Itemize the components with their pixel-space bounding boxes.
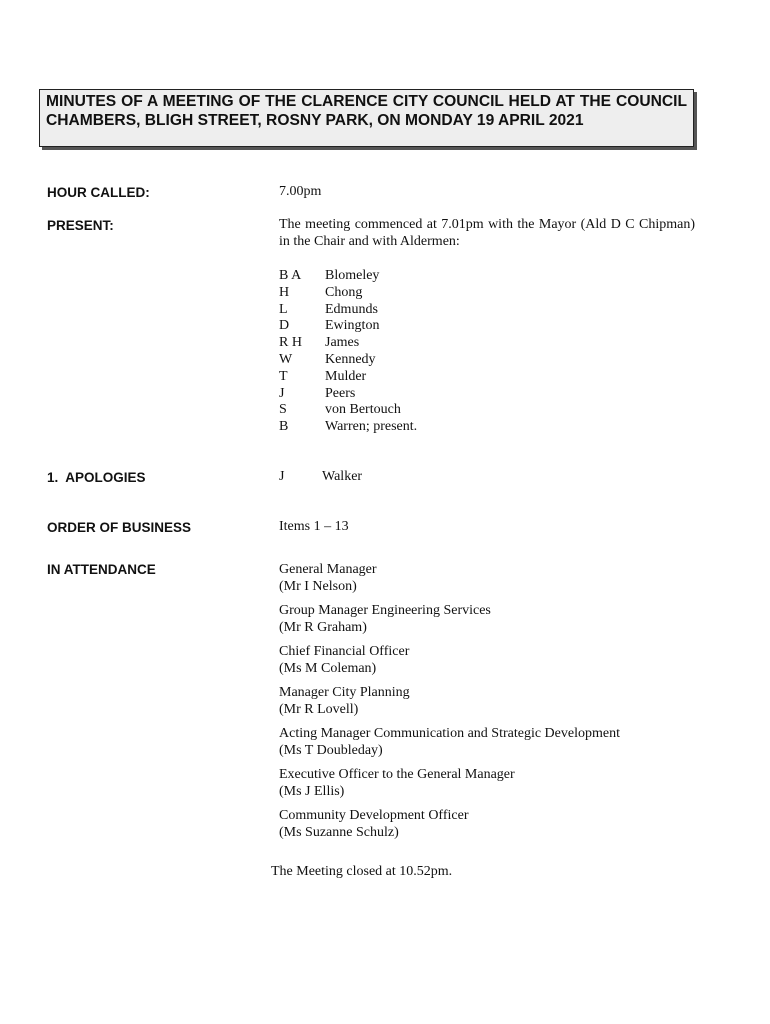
alderman-name: James (325, 335, 360, 351)
attendee (279, 766, 699, 800)
hour-called-value: 7.00pm (279, 184, 322, 199)
in-attendance-label: IN ATTENDANCE (47, 562, 156, 577)
alderman-row (279, 285, 417, 302)
apologies-entry (279, 469, 362, 485)
alderman-initials: W (279, 351, 293, 367)
alderman-name: Ewington (325, 318, 380, 334)
attendee (279, 725, 699, 759)
alderman-initials: J (279, 385, 285, 401)
attendee-person: (Ms Suzanne Schulz) (279, 825, 399, 840)
attendance-list (279, 561, 699, 848)
alderman-initials: L (279, 301, 288, 317)
alderman-name: von Bertouch (325, 402, 401, 418)
attendee-role: Chief Financial Officer (279, 644, 410, 659)
alderman-row (279, 268, 417, 285)
attendee-person: (Ms J Ellis) (279, 784, 345, 799)
closing-statement: The Meeting closed at 10.52pm. (271, 864, 453, 879)
attendee-role: Manager City Planning (279, 685, 410, 700)
apologies-label: 1. APOLOGIES (47, 470, 146, 485)
apology-name: Walker (322, 469, 363, 484)
alderman-row (279, 386, 417, 403)
alderman-row (279, 352, 417, 369)
apology-initials: J (279, 469, 285, 484)
hour-called-label: HOUR CALLED: (47, 185, 150, 200)
alderman-name: Kennedy (325, 351, 376, 367)
alderman-name: Chong (325, 284, 363, 300)
alderman-row (279, 335, 417, 352)
alderman-row (279, 318, 417, 335)
alderman-row (279, 369, 417, 386)
alderman-initials: B A (279, 268, 302, 283)
attendee-role: General Manager (279, 562, 377, 577)
alderman-name: Blomeley (325, 268, 380, 283)
order-of-business-value: Items 1 – 13 (279, 519, 349, 534)
present-text: The meeting commenced at 7.01pm with the Mayor (Ald D C Chipman) in the Chair and with Aldermen: (279, 217, 695, 249)
alderman-initials: R H (279, 335, 302, 351)
attendee-person: (Mr R Graham) (279, 620, 367, 635)
attendee-person: (Mr R Lovell) (279, 702, 359, 717)
attendee (279, 807, 699, 841)
attendee (279, 684, 699, 718)
aldermen-list (279, 268, 417, 436)
alderman-initials: D (279, 318, 290, 334)
attendee (279, 643, 699, 677)
title-box (39, 89, 694, 147)
document-title: MINUTES OF A MEETING OF THE CLARENCE CITY COUNCIL HELD AT THE COUNCIL CHAMBERS, BLIGH STREET, ROSNY PARK, ON MONDAY 19 APRIL 2021 (46, 93, 687, 129)
attendee-role: Executive Officer to the General Manager (279, 767, 515, 782)
alderman-name: Peers (325, 385, 356, 401)
alderman-name: Warren; present. (325, 419, 418, 435)
order-of-business-label: ORDER OF BUSINESS (47, 520, 192, 535)
alderman-initials: B (279, 419, 289, 435)
alderman-row (279, 419, 417, 436)
attendee-role: Group Manager Engineering Services (279, 603, 491, 618)
alderman-initials: S (279, 402, 287, 418)
alderman-initials: T (279, 368, 288, 384)
attendee-person: (Ms M Coleman) (279, 661, 377, 676)
present-label: PRESENT: (47, 218, 114, 233)
attendee-role: Community Development Officer (279, 808, 469, 823)
alderman-initials: H (279, 284, 290, 300)
alderman-name: Mulder (325, 368, 367, 384)
alderman-row (279, 402, 417, 419)
alderman-row (279, 302, 417, 319)
attendee-role: Acting Manager Communication and Strategic Development (279, 726, 620, 741)
attendee-person: (Ms T Doubleday) (279, 743, 383, 758)
attendee (279, 602, 699, 636)
attendee (279, 561, 699, 595)
alderman-name: Edmunds (325, 301, 378, 317)
attendee-person: (Mr I Nelson) (279, 579, 357, 594)
